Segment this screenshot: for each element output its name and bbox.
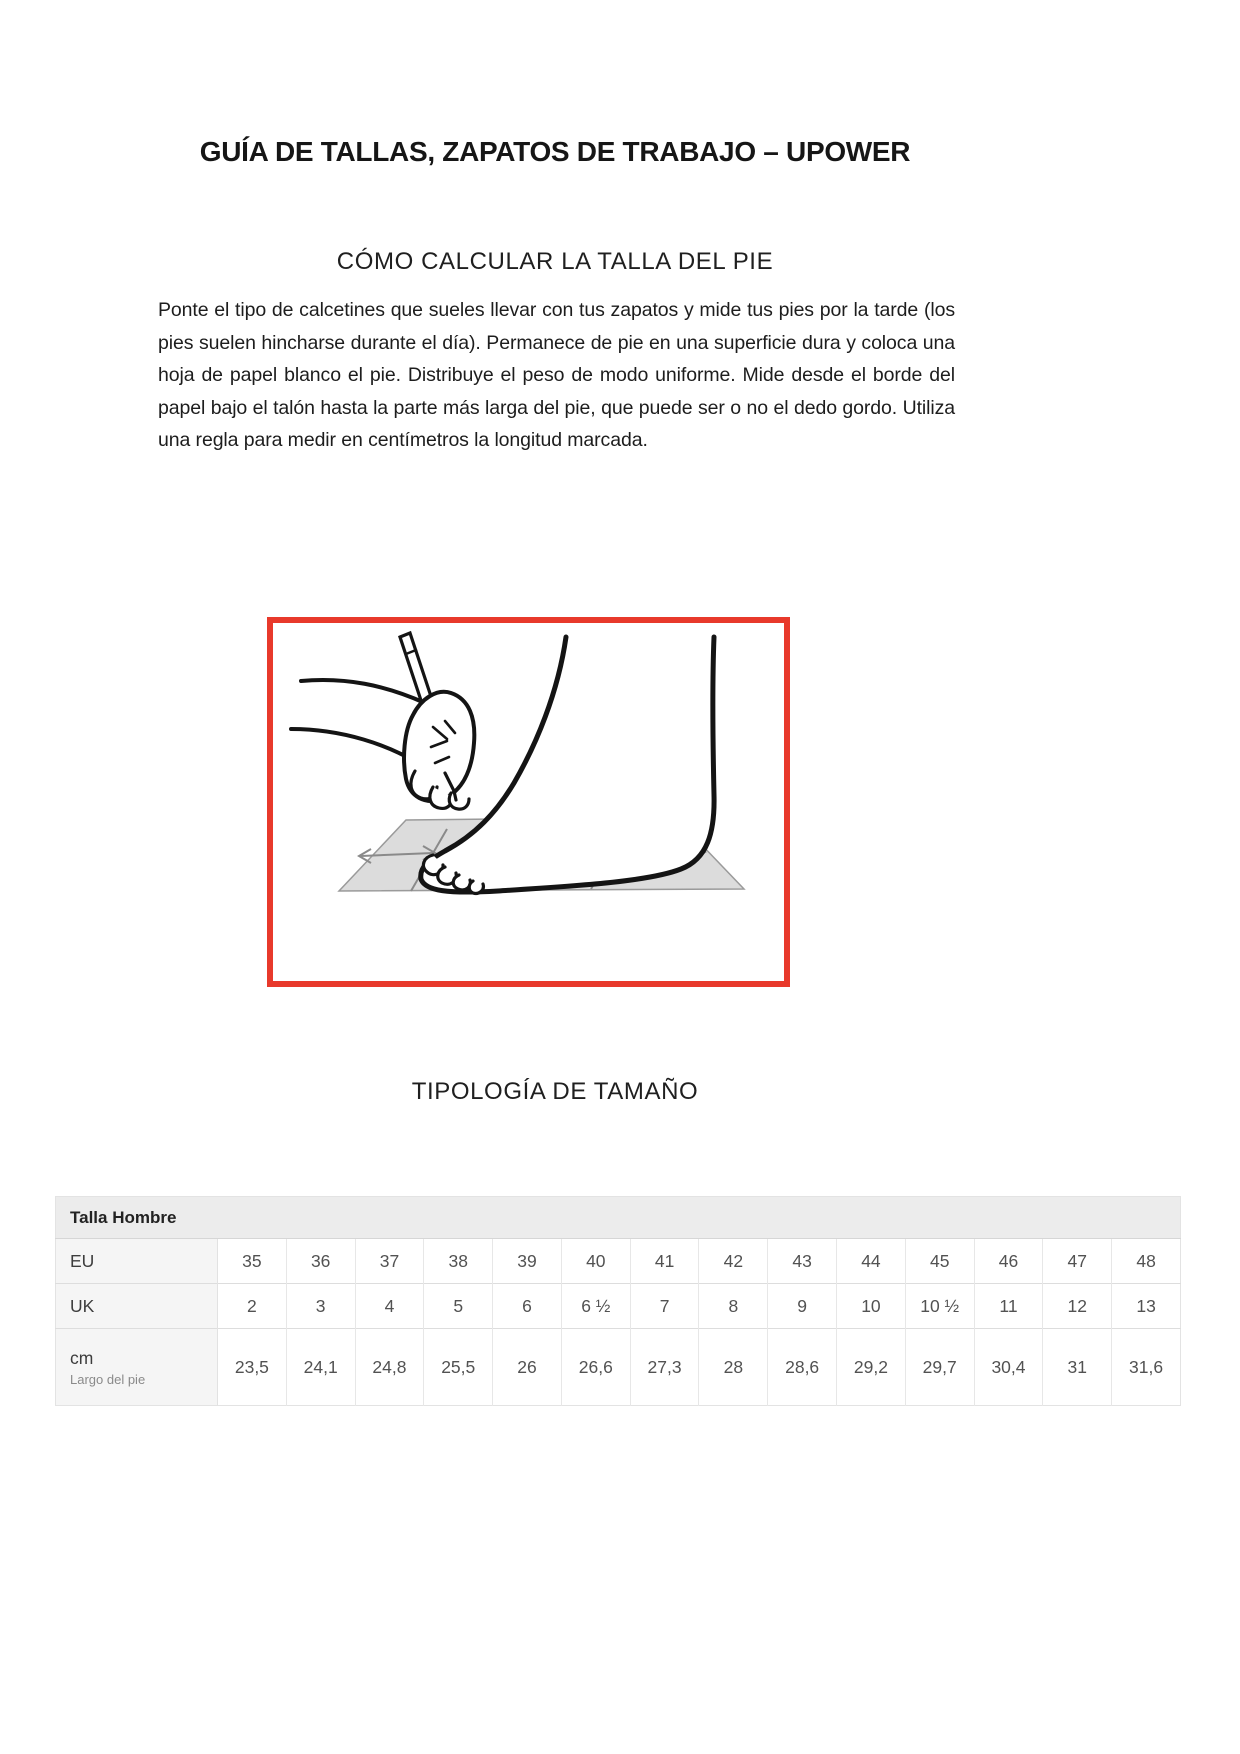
row-label: UK	[56, 1284, 218, 1329]
size-value-cell: 29,7	[905, 1329, 974, 1406]
size-value-cell: 24,1	[286, 1329, 355, 1406]
size-value-cell: 12	[1043, 1284, 1112, 1329]
size-value-cell: 4	[355, 1284, 424, 1329]
size-value-cell: 10	[837, 1284, 906, 1329]
table-row	[56, 1329, 1181, 1406]
size-value-cell: 29,2	[837, 1329, 906, 1406]
section-heading-measure: CÓMO CALCULAR LA TALLA DEL PIE	[336, 248, 774, 275]
row-label: cm Largo del pie	[56, 1329, 218, 1406]
size-value-cell: 6 ½	[561, 1284, 630, 1329]
size-value-cell: 6	[493, 1284, 562, 1329]
size-value-cell: 39	[493, 1239, 562, 1284]
table-header-row	[56, 1197, 1181, 1239]
size-value-cell: 36	[286, 1239, 355, 1284]
size-value-cell: 31,6	[1112, 1329, 1181, 1406]
size-table-body	[56, 1239, 1181, 1406]
size-value-cell: 35	[218, 1239, 287, 1284]
size-value-cell: 30,4	[974, 1329, 1043, 1406]
instructions-paragraph: Ponte el tipo de calcetines que sueles llevar con tus zapatos y mide tus pies por la tarde (los pies suelen hincharse durante el día). Permanece de pie en una superficie dura y coloca una hoja de papel blanco el pie. Distribuye el peso de modo uniforme. Mide desde el borde del papel bajo el talón hasta la parte más larga del pie, que puede ser o no el dedo gordo. Utiliza una regla para medir en centímetros la longitud marcada.	[158, 299, 955, 452]
size-value-cell: 5	[424, 1284, 493, 1329]
size-value-cell: 24,8	[355, 1329, 424, 1406]
size-value-cell: 9	[768, 1284, 837, 1329]
page-title: GUÍA DE TALLAS, ZAPATOS DE TRABAJO – UPOWER	[199, 136, 911, 167]
size-value-cell: 8	[699, 1284, 768, 1329]
table-row	[56, 1239, 1181, 1284]
size-value-cell: 28	[699, 1329, 768, 1406]
size-value-cell: 42	[699, 1239, 768, 1284]
size-value-cell: 13	[1112, 1284, 1181, 1329]
size-value-cell: 45	[905, 1239, 974, 1284]
size-value-cell: 10 ½	[905, 1284, 974, 1329]
size-table-container	[55, 1196, 1181, 1406]
size-value-cell: 38	[424, 1239, 493, 1284]
size-value-cell: 25,5	[424, 1329, 493, 1406]
hand-with-pencil	[291, 633, 474, 809]
foot-measurement-image	[267, 617, 790, 987]
size-value-cell: 48	[1112, 1239, 1181, 1284]
size-value-cell: 27,3	[630, 1329, 699, 1406]
section-heading-sizes: TIPOLOGÍA DE TAMAÑO	[411, 1078, 699, 1105]
foot-measuring-illustration	[273, 623, 784, 981]
size-value-cell: 2	[218, 1284, 287, 1329]
size-value-cell: 23,5	[218, 1329, 287, 1406]
row-label: EU	[56, 1239, 218, 1284]
size-value-cell: 28,6	[768, 1329, 837, 1406]
size-value-cell: 43	[768, 1239, 837, 1284]
row-sublabel: Largo del pie	[70, 1371, 146, 1387]
size-value-cell: 40	[561, 1239, 630, 1284]
size-value-cell: 37	[355, 1239, 424, 1284]
size-value-cell: 3	[286, 1284, 355, 1329]
size-value-cell: 31	[1043, 1329, 1112, 1406]
size-value-cell: 7	[630, 1284, 699, 1329]
size-value-cell: 47	[1043, 1239, 1112, 1284]
table-title: Talla Hombre	[56, 1197, 1181, 1239]
size-value-cell: 46	[974, 1239, 1043, 1284]
size-value-cell: 41	[630, 1239, 699, 1284]
size-table	[55, 1196, 1181, 1406]
size-value-cell: 26,6	[561, 1329, 630, 1406]
size-value-cell: 26	[493, 1329, 562, 1406]
size-value-cell: 11	[974, 1284, 1043, 1329]
size-value-cell: 44	[837, 1239, 906, 1284]
table-row	[56, 1284, 1181, 1329]
